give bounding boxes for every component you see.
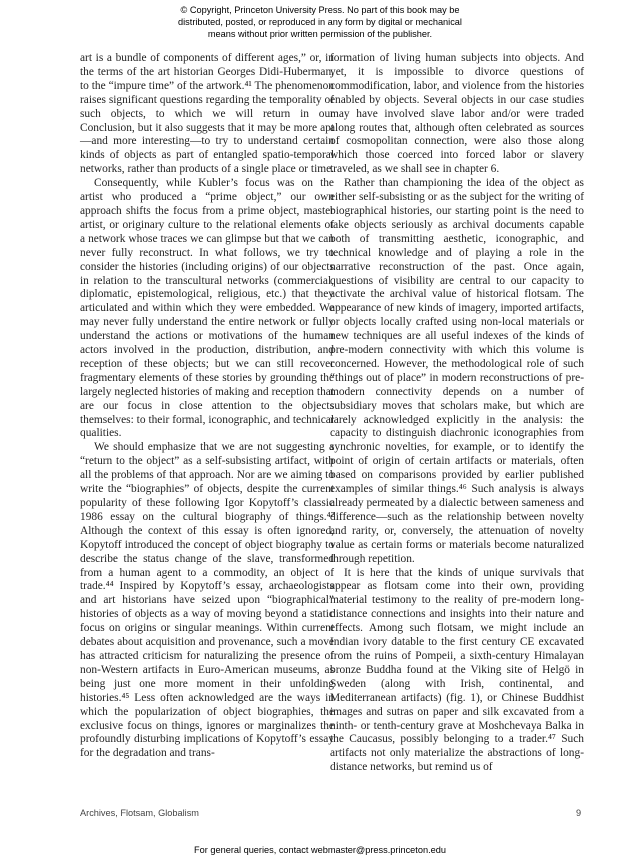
copyright-notice <box>0 4 640 40</box>
paragraph: art is a bundle of components of different ages,” or, in the terms of the art historian Georges Didi-Huberman, to the “impure time” of the artwork.⁴¹ The phenomenon raises significant questions regarding the temporality of such objects, to which we will return in our Conclusion, but it also suggests that it may be more apt—and more interesting—to try to understand certain kinds of objects as part of entangled spatio-temporal networks, rather than products of a single place or time. <box>80 52 334 176</box>
running-title: Archives, Flotsam, Globalism <box>80 808 199 818</box>
paragraph: Rather than championing the idea of the object as either self-subsisting or as the subject for the writing of biographical histories, our starting point is the need to take objects seriously as archival documents capable both of transmitting aesthetic, iconographic, and technical knowledge and of playing a role in the narrative reconstruction of the past. Once again, questions of visibility are central to our capacity to activate the archival value of historical flotsam. The appearance of new kinds of imagery, imported artifacts, or objects locally crafted using non-local materials or new techniques are all useful indexes of the kinds of pre-modern connectivity with which this volume is concerned. However, the methodological role of such “things out of place” in modern reconstructions of pre-modern connectivity depends on a number of subsidiary moves that scholars make, but which are rarely acknowledged explicitly in the analysis: the capacity to distinguish diachronic iconographies from synchronic novelties, for example, or to identify the point of origin of certain artifacts or materials, often based on comparisons provided by earlier published examples of similar things.⁴⁶ Such analysis is always already permeated by a dialectic between sameness and difference—such as the relationship between novelty and rarity, or, conversely, the attenuation of novelty value as certain forms or materials become naturalized through repetition. <box>330 177 584 565</box>
copyright-line: distributed, posted, or reproduced in any form by digital or mechanical <box>178 17 462 27</box>
paragraph: We should emphasize that we are not suggesting a “return to the object” as a self-subsisting artifact, with all the problems of that approach. Nor are we aiming to write the “biographies” of objects, despite the current popularity of these following Igor Kopytoff’s classic 1986 essay on the cultural biography of things.⁴² Although the context of this essay is often ignored, Kopytoff introduced the concept of object biography to describe the status change of the slave, transformed from a human agent to a commodity, an object of trade.⁴⁴ Inspired by Kopytoff’s essay, archaeologists and art historians have seized upon “biographical” histories of objects as a way of moving beyond a static focus on origins or singular meanings. Within current debates about acquisition and provenance, such a move has attracted criticism for naturalizing the presence of non-Western artifacts in Euro-American museums, as being just one more moment in their unfolding histories.⁴⁵ Less often acknowledged are the ways in which the popularization of object biographies, the exclusive focus on things, ignores or marginalizes the profoundly disturbing implications of Kopytoff’s essay for the degradation and trans- <box>80 441 334 760</box>
left-column <box>80 52 334 761</box>
right-column <box>330 52 584 775</box>
copyright-line: © Copyright, Princeton University Press. No part of this book may be <box>180 5 460 15</box>
contact-note: For general queries, contact webmaster@press.princeton.edu <box>194 845 446 855</box>
copyright-line: means without prior written permission of the publisher. <box>207 29 433 39</box>
paragraph: Consequently, while Kubler’s focus was on the artist who produced a “prime object,” our own approach shifts the focus from a prime object, master artist, or originary culture to the relational elements of a network whose traces we can glimpse but that we can never fully reconstruct. In what follows, we try to consider the histories (including origins) of our objects in relation to the transcultural networks (commercial, diplomatic, epistemological, religious, etc.) that they articulated and within which they were embedded. We may never fully understand the entire network or fully understand the actions or motivations of the human actors involved in the production, distribution, and reception of these objects; but we can still recover fragmentary elements of these stories by grounding the largely neglected histories of making and reception that are our focus in close attention to the objects themselves: to their formal, iconographic, and technical qualities. <box>80 177 334 440</box>
page-number: 9 <box>576 808 582 818</box>
paragraph: It is here that the kinds of unique survivals that appear as flotsam come into their own, providing material testimony to the reality of pre-modern long-distance connections and insights into their nature and effects. Among such flotsam, we might include an Indian ivory datable to the first century CE excavated from the ruins of Pompeii, a sixth-century Himalayan bronze Buddha found at the Viking site of Helgö in Sweden (along with Irish, continental, and Mediterranean artifacts) (fig. 1), or Chinese Buddhist images and sutras on paper and silk excavated from a ninth- or tenth-century grave at Moshchevaya Balka in the Caucasus, possibly belonging to a trader.⁴⁷ Such artifacts not only materialize the abstractions of long-distance networks, but remind us of <box>330 566 584 774</box>
paragraph: formation of living human subjects into objects. And yet, it is impossible to divorce questions of commodification, labor, and violence from the histories enabled by objects. Several objects in our case studies may have involved slave labor and/or were traded along routes that, although often celebrated as sources of cosmopolitan connection, were also those along which those coerced into forced labor or slavery traveled, as we shall see in chapter 6. <box>330 52 584 176</box>
